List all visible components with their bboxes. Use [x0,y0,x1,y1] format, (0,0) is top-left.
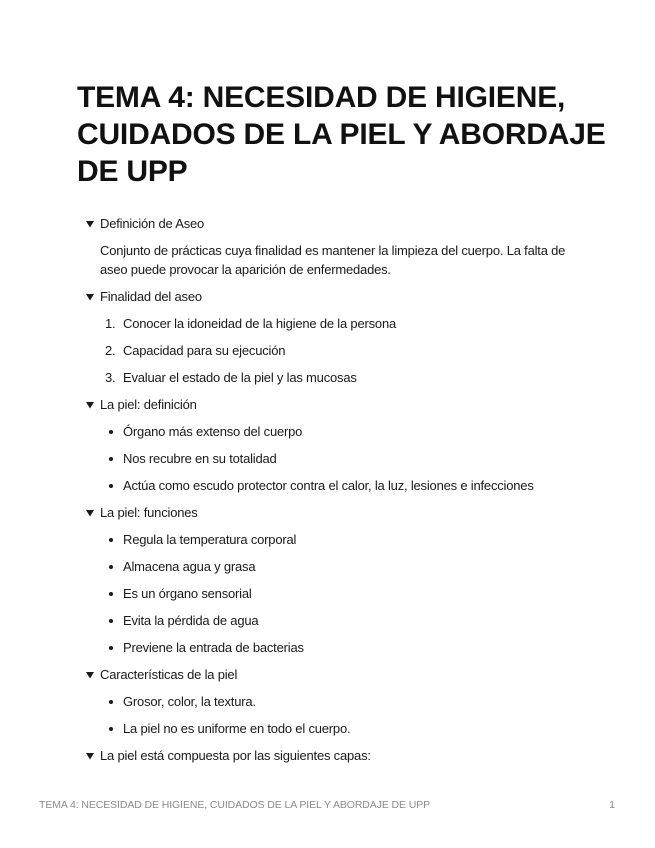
section-definicion-aseo [86,214,586,279]
item-text: Conocer la idoneidad de la higiene de la persona [123,316,396,331]
item-text: Capacidad para su ejecución [123,343,286,358]
list-item [100,557,586,577]
page-number: 1 [609,799,615,811]
list-item [100,638,586,658]
section-body [86,692,586,739]
section-body [86,530,586,658]
section-label: Finalidad del aseo [100,289,202,304]
triangle-down-icon [86,220,94,228]
triangle-down-icon [86,509,94,517]
bullet-dot-icon [109,430,113,434]
section-piel-definicion [86,395,586,496]
item-text: Grosor, color, la textura. [123,694,256,709]
section-label: Definición de Aseo [100,216,205,231]
item-text: Es un órgano sensorial [123,586,252,601]
page-title: TEMA 4: NECESIDAD DE HIGIENE, CUIDADOS DE LA PIEL Y ABORDAJE DE UPP [77,81,606,188]
item-text: Regula la temperatura corporal [123,532,297,547]
item-text: Nos recubre en su totalidad [123,451,277,466]
section-label: La piel está compuesta por las siguientes capas: [100,748,371,763]
bullet-dot-icon [109,592,113,596]
section-body [86,241,586,279]
toggle-piel-funciones[interactable] [86,503,586,523]
item-text: Evaluar el estado de la piel y las mucosas [123,370,357,385]
item-text: Órgano más extenso del cuerpo [123,424,303,439]
section-label: Características de la piel [100,667,238,682]
item-number: 2. [105,343,116,358]
triangle-down-icon [86,401,94,409]
list-item [100,584,586,604]
list-item [100,341,586,361]
bullet-dot-icon [109,538,113,542]
item-text: Evita la pérdida de agua [123,613,259,628]
bullet-dot-icon [109,700,113,704]
bullet-list [100,422,586,496]
section-finalidad-aseo [86,287,586,388]
toggle-capas-piel[interactable] [86,746,586,766]
toggle-piel-definicion[interactable] [86,395,586,415]
bullet-list [100,692,586,739]
bullet-dot-icon [109,619,113,623]
section-label: La piel: definición [100,397,197,412]
item-number: 1. [105,316,116,331]
content [86,214,586,773]
section-caracteristicas-piel [86,665,586,739]
list-item [100,530,586,550]
bullet-dot-icon [109,565,113,569]
bullet-dot-icon [109,646,113,650]
list-item [100,719,586,739]
bullet-dot-icon [109,457,113,461]
toggle-finalidad-aseo[interactable] [86,287,586,307]
list-item [100,422,586,442]
item-number: 3. [105,370,116,385]
list-item [100,611,586,631]
section-body [86,422,586,496]
item-text: Actúa como escudo protector contra el calor, la luz, lesiones e infecciones [123,478,534,493]
item-text: La piel no es uniforme en todo el cuerpo. [123,721,351,736]
section-body [86,314,586,388]
list-item [100,476,586,496]
triangle-down-icon [86,752,94,760]
item-text: Previene la entrada de bacterias [123,640,304,655]
numbered-list [100,314,586,388]
list-item [100,314,586,334]
triangle-down-icon [86,671,94,679]
bullet-dot-icon [109,727,113,731]
triangle-down-icon [86,293,94,301]
section-label: La piel: funciones [100,505,198,520]
bullet-list [100,530,586,658]
list-item [100,368,586,388]
section-capas-piel [86,746,586,766]
list-item [100,692,586,712]
list-item [100,449,586,469]
section-piel-funciones [86,503,586,658]
toggle-caracteristicas-piel[interactable] [86,665,586,685]
bullet-dot-icon [109,484,113,488]
item-text: Almacena agua y grasa [123,559,256,574]
toggle-definicion-aseo[interactable] [86,214,586,234]
paragraph: Conjunto de prácticas cuya finalidad es mantener la limpieza del cuerpo. La falta de aseo puede provocar la aparición de enfermedades. [100,243,566,277]
page-footer: TEMA 4: NECESIDAD DE HIGIENE, CUIDADOS DE LA PIEL Y ABORDAJE DE UPP [39,799,431,811]
